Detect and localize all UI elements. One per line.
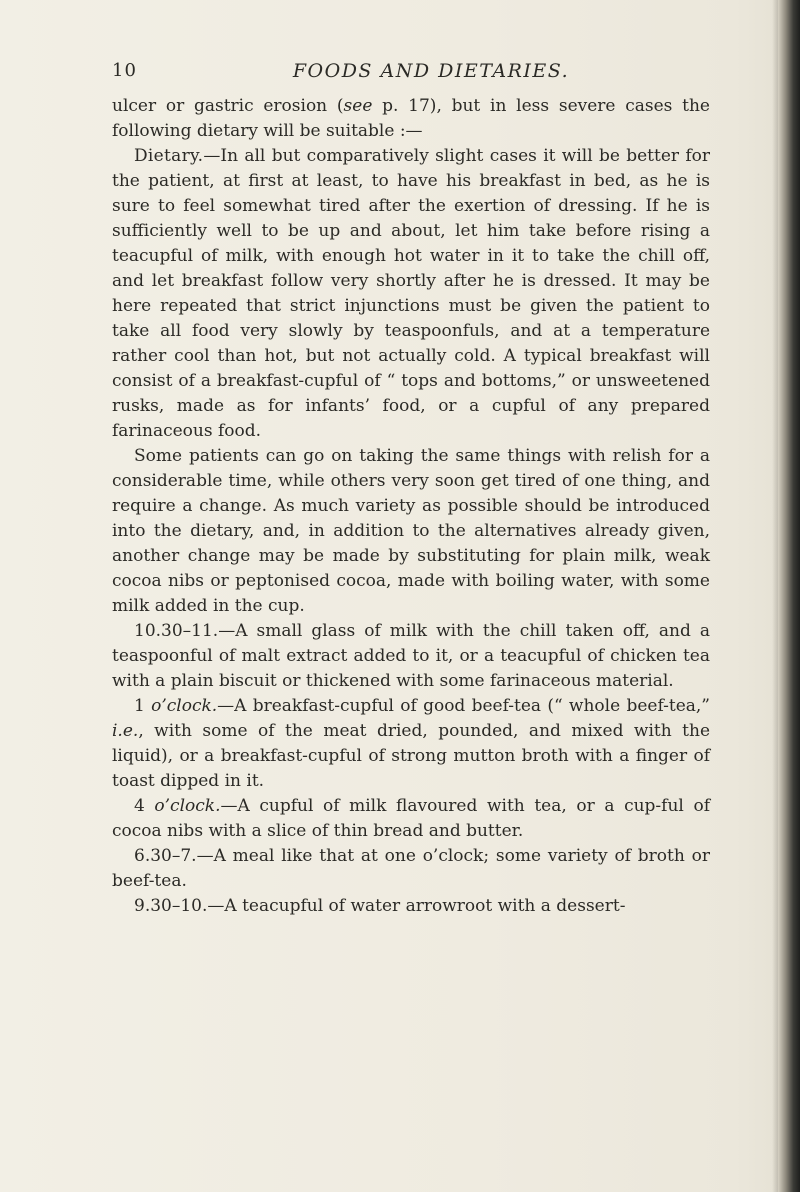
running-head: FOODS AND DIETARIES. bbox=[292, 60, 570, 82]
see-reference: see bbox=[343, 96, 373, 116]
page-header bbox=[112, 60, 710, 88]
paragraph-930: 9.30–10.—A teacupful of water arrowroot with a dessert- bbox=[134, 896, 626, 916]
time-4-oclock: o’clock. bbox=[154, 796, 221, 816]
time-1-oclock: o’clock. bbox=[151, 696, 218, 716]
paragraph-630: 6.30–7.—A meal like that at one o’clock; some variety of broth or beef-tea. bbox=[112, 846, 710, 891]
paragraph-variety: Some patients can go on taking the same things with relish for a considerable time, while others very soon get tired of one thing, and require a change. As much variety as possible should be introduced into the dietary, and, in addition to the alternatives already given, another change may be made by substituting for plain milk, weak cocoa nibs or peptonised cocoa, made with boiling water, with some milk added in the cup. bbox=[112, 446, 710, 616]
paragraph-dietary: Dietary.—In all but comparatively slight cases it will be better for the patient, at first at least, to have his breakfast in bed, as he is sure to feel somewhat tired after the exertion of dressing. If he is sufficiently well to be up and about, let him take before rising a teacupful of milk, with enough hot water in it to take the chill off, and let breakfast follow very shortly after he is dressed. It may be here repeated that strict injunctions must be given the patient to take all food very slowly by teaspoonfuls, and at a temperature rather cool than hot, but not actually cold. A typical breakfast will consist of a breakfast-cupful of “ tops and bottoms,” or unsweetened rusks, made as for infants’ food, or a cupful of any prepared farinaceous food. bbox=[112, 146, 710, 441]
time-1030: 10.30–11. bbox=[134, 621, 219, 641]
time-930: 9.30–10. bbox=[134, 896, 208, 916]
body-text bbox=[112, 94, 710, 919]
paragraph-1030: 10.30–11.—A small glass of milk with the chill taken off, and a teaspoonful of malt extract added to it, or a teacupful of chicken tea with a plain biscuit or thickened with some farinaceous material. bbox=[112, 621, 710, 691]
paragraph-1-oclock: 1 o’clock.—A breakfast-cupful of good beef-tea (“ whole beef-tea,” i.e., with some of the meat dried, pounded, and mixed with the liquid), or a breakfast-cupful of strong mutton broth with a finger of toast dipped in it. bbox=[112, 696, 710, 791]
book-spine bbox=[778, 0, 800, 1192]
paragraph-intro: ulcer or gastric erosion (see p. 17), but in less severe cases the following dietary will be suitable :— bbox=[112, 96, 710, 141]
page-number: 10 bbox=[112, 60, 137, 81]
paragraph-4-oclock: 4 o’clock.—A cupful of milk flavoured with tea, or a cup-ful of cocoa nibs with a slice of thin bread and butter. bbox=[112, 796, 710, 841]
time-630: 6.30–7. bbox=[134, 846, 197, 866]
dietary-heading: Dietary. bbox=[134, 146, 204, 166]
